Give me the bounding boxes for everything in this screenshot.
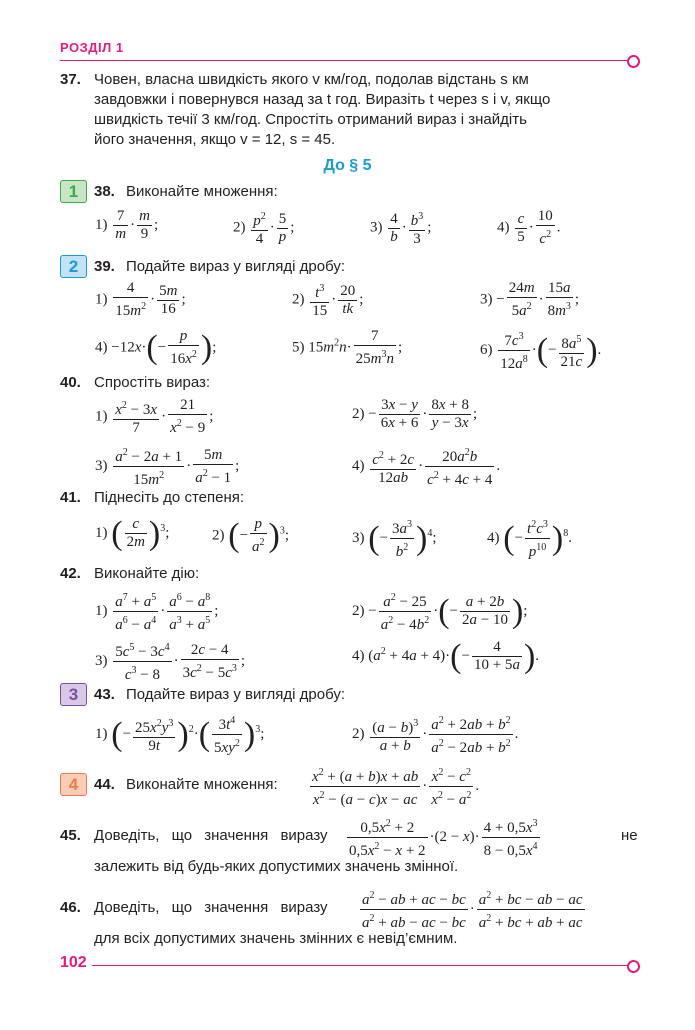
problem-task: Піднесіть до степеня: [94, 489, 245, 506]
expr-45: $\frac{0,5x^2 + 2}{0,5x^2 - x + 2}$ ·(2 − x)· $\frac{4 + 0,5x^3}{8 - 0,5x^4}$ [345, 815, 542, 860]
problem-task: Виконайте дію: [94, 565, 200, 582]
problem-task: Виконайте множення: [126, 183, 278, 200]
problem-number: 39. [94, 258, 115, 275]
section-label: РОЗДІЛ 1 [60, 40, 124, 55]
expr-42-2: 2) − $\frac{a^2 - 25}{a^2 - 4b^2}$ ·(− $\frac{a + 2b}{2a - 10}$ ); [352, 589, 527, 634]
expr-39-1: 1) $\frac{4}{15m^2}$ · $\frac{5m}{16}$ ; [95, 280, 186, 319]
header-rule-dot [627, 55, 640, 68]
expr-38-2: 2) $\frac{p^2}{4}$ · $\frac{5}{p}$ ; [233, 208, 294, 248]
problem-number: 46. [60, 899, 81, 916]
problem-number: 41. [60, 489, 81, 506]
expr-39-5: 5) $15m^2n\cdot$ $\frac{7}{25m^3n}$ ; [292, 328, 403, 367]
problem-text-line: його значення, якщо v = 12, s = 45. [94, 131, 336, 148]
problem-text-line: завдовжки і повернувся назад за t год. Виразіть t через s і v, якщо [94, 91, 551, 108]
problem-task: Спростіть вираз: [94, 374, 211, 391]
expr-41-4: 4) (− $\frac{t^2c^3}{p^{10}}$ )$^8$. [487, 516, 572, 561]
expr-43-2: 2) $\frac{(a - b)^3}{a + b}$ · $\frac{a^2 + 2ab + b^2}{a^2 - 2ab + b^2}$ . [352, 712, 518, 757]
problem-text: Доведіть, що значення виразу [94, 899, 328, 916]
expr-40-4: 4) $\frac{c^2 + 2c}{12ab}$ · $\frac{20a^2b}{c^2 + 4c + 4}$ . [352, 444, 500, 489]
problem-number: 45. [60, 827, 81, 844]
problem-text: не [621, 827, 638, 844]
subsection-title: До § 5 [323, 157, 372, 174]
footer-rule [92, 965, 628, 966]
problem-task: Виконайте множення: [126, 776, 278, 793]
problem-37 [60, 70, 640, 150]
problem-text: для всіх допустимих значень змінних є невід’ємним. [94, 930, 458, 947]
problem-text-line: швидкість течії 3 км/год. Спростіть отриманий вираз і знайдіть [94, 111, 527, 128]
problem-text-line: Човен, власна швидкість якого v км/год, подолав відстань s км [94, 71, 529, 88]
expr-39-2: 2) $\frac{t^3}{15}$ · $\frac{20}{tk}$ ; [292, 280, 363, 320]
expr-41-1: 1) ( $\frac{c}{2m}$ )$^3$; [95, 514, 170, 552]
expr-43-1: 1) (− $\frac{25x^2y^3}{9t}$ )$^2$·( $\frac{3t^4}{5xy^2}$ )$^3$; [95, 712, 264, 757]
level-1-badge: 1 [60, 180, 87, 203]
level-3-badge: 3 [60, 683, 87, 706]
problem-number: 43. [94, 686, 115, 703]
footer-rule-dot [627, 960, 640, 973]
expr-42-4: 4) $(a^2 + 4a + 4)\cdot(-$ $\frac{4}{10 + 5a}$ ). [352, 637, 540, 675]
expr-39-3: 3) − $\frac{24m}{5a^2}$ · $\frac{15a}{8m^3}$ ; [480, 280, 580, 319]
expr-38-3: 3) $\frac{4}{b}$ · $\frac{b^3}{3}$ ; [370, 208, 431, 248]
problem-text: Доведіть, що значення виразу [94, 827, 328, 844]
expr-38-4: 4) $\frac{c}{5}$ · $\frac{10}{c^2}$ . [497, 208, 561, 247]
problem-number: 44. [94, 776, 115, 793]
problem-number: 38. [94, 183, 115, 200]
expr-42-1: 1) $\frac{a^7 + a^5}{a^6 - a^4}$ · $\frac{a^6 - a^8}{a^3 + a^5}$ ; [95, 589, 218, 634]
expr-39-4: 4) −12x·(− $\frac{p}{16x^2}$ ); [95, 328, 217, 367]
problem-number: 42. [60, 565, 81, 582]
level-2-badge: 2 [60, 255, 87, 278]
expr-40-3: 3) $\frac{a^2 - 2a + 1}{15m^2}$ · $\frac{5m}{a^2 - 1}$ ; [95, 444, 239, 489]
header-rule [60, 60, 628, 61]
level-4-badge: 4 [60, 773, 87, 796]
expr-46: $\frac{a^2 - ab + ac - bc}{a^2 + ab - ac - bc}$ · $\frac{a^2 + bc - ab - ac}{a^2 + bc + ab + ac}$ [358, 887, 587, 932]
expr-40-2: 2) − $\frac{3x - y}{6x + 6}$ · $\frac{8x + 8}{y - 3x}$ ; [352, 397, 478, 431]
expr-40-1: 1) $\frac{x^2 - 3x}{7}$ · $\frac{21}{x^2 - 9}$ ; [95, 397, 214, 436]
expr-38-1: 1) $\frac{7}{m}$ · $\frac{m}{9}$ ; [95, 208, 159, 242]
expr-41-2: 2) (− $\frac{p}{a^2}$ )$^3$; [212, 516, 290, 555]
expr-41-3: 3) (− $\frac{3a^3}{b^2}$ )$^4$; [352, 516, 437, 561]
expr-39-6: 6) $\frac{7c^3}{12a^8}$ ·(− $\frac{8a^5}{21c}$ ). [480, 328, 601, 373]
expr-44: $\frac{x^2 + (a + b)x + ab}{x^2 - (a - c)x - ac}$ · $\frac{x^2 - c^2}{x^2 - a^2}$ . [308, 764, 479, 809]
problem-number: 40. [60, 374, 81, 391]
expr-42-3: 3) $\frac{5c^5 - 3c^4}{c^3 - 8}$ · $\frac{2c - 4}{3c^2 - 5c^3}$ ; [95, 639, 245, 684]
page-number: 102 [60, 954, 87, 971]
problem-text: залежить від будь-яких допустимих значень змінної. [94, 858, 459, 875]
problem-task: Подайте вираз у вигляді дробу: [126, 686, 346, 703]
problem-number: 37. [60, 71, 81, 88]
problem-task: Подайте вираз у вигляді дробу: [126, 258, 346, 275]
